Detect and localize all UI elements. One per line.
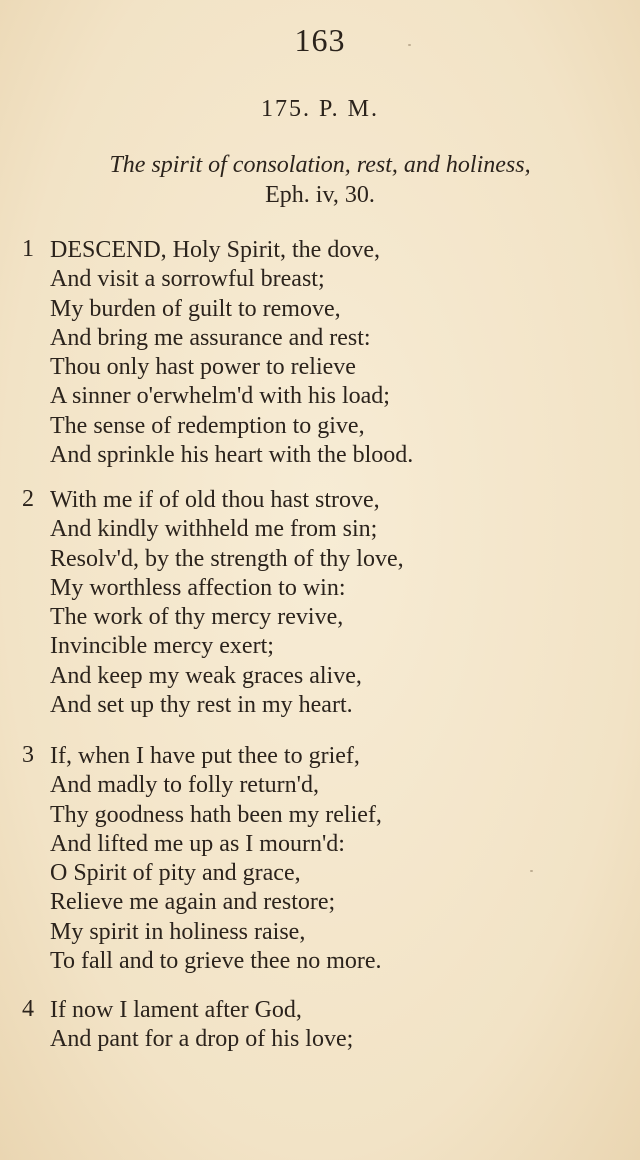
stanza-line: To fall and to grieve thee no more. xyxy=(50,948,382,975)
stanza-line: My worthless affection to win: xyxy=(50,574,346,601)
stanza-4 xyxy=(20,996,620,1055)
hymn-heading: 175. P. M. xyxy=(260,96,380,122)
stanza-3 xyxy=(20,742,620,976)
stanza-line: And visit a sorrowful breast; xyxy=(50,266,325,293)
stanza-line: Thou only hast power to relieve xyxy=(50,354,356,381)
hymn-subtitle: The spirit of consolation, rest, and holiness, xyxy=(109,152,531,178)
stanza-line: And keep my weak graces alive, xyxy=(50,662,362,689)
stanza-line: The sense of redemption to give, xyxy=(50,412,365,439)
stanza-number: 4 xyxy=(22,996,34,1022)
stanza-line: And set up thy rest in my heart. xyxy=(50,692,353,719)
paper-speck xyxy=(408,44,411,46)
stanza-number: 3 xyxy=(22,742,34,768)
stanza-line: If now I lament after God, xyxy=(50,997,302,1023)
stanza-line: Relieve me again and restore; xyxy=(50,889,336,916)
stanza-line: The work of thy mercy revive, xyxy=(50,604,344,631)
stanza-1 xyxy=(20,236,620,470)
stanza-line: A sinner o'erwhelm'd with his load; xyxy=(50,383,390,410)
stanza-number: 1 xyxy=(22,236,34,262)
paper-speck xyxy=(530,870,533,872)
stanza-line: And lifted me up as I mourn'd: xyxy=(50,830,345,857)
stanza-line: And sprinkle his heart with the blood. xyxy=(50,442,414,469)
stanza-line: And madly to folly return'd, xyxy=(50,772,319,799)
stanza-line: And kindly withheld me from sin; xyxy=(50,516,378,543)
stanza-line: With me if of old thou hast strove, xyxy=(50,487,380,513)
stanza-line: My burden of guilt to remove, xyxy=(50,295,341,322)
stanza-number: 2 xyxy=(22,486,34,512)
stanza-line: And pant for a drop of his love; xyxy=(50,1026,354,1053)
stanza-line: DESCEND, Holy Spirit, the dove, xyxy=(50,237,380,263)
stanza-2 xyxy=(20,486,620,720)
stanza-line: O Spirit of pity and grace, xyxy=(50,860,301,887)
page-number: 163 xyxy=(294,22,346,58)
stanza-line: Resolv'd, by the strength of thy love, xyxy=(50,545,404,572)
stanza-line: Invincible mercy exert; xyxy=(50,633,274,660)
stanza-line: And bring me assurance and rest: xyxy=(50,324,371,351)
stanza-line: My spirit in holiness raise, xyxy=(50,918,306,945)
scripture-reference: Eph. iv, 30. xyxy=(265,182,375,208)
stanza-line: If, when I have put thee to grief, xyxy=(50,743,360,769)
stanza-line: Thy goodness hath been my relief, xyxy=(50,801,382,828)
